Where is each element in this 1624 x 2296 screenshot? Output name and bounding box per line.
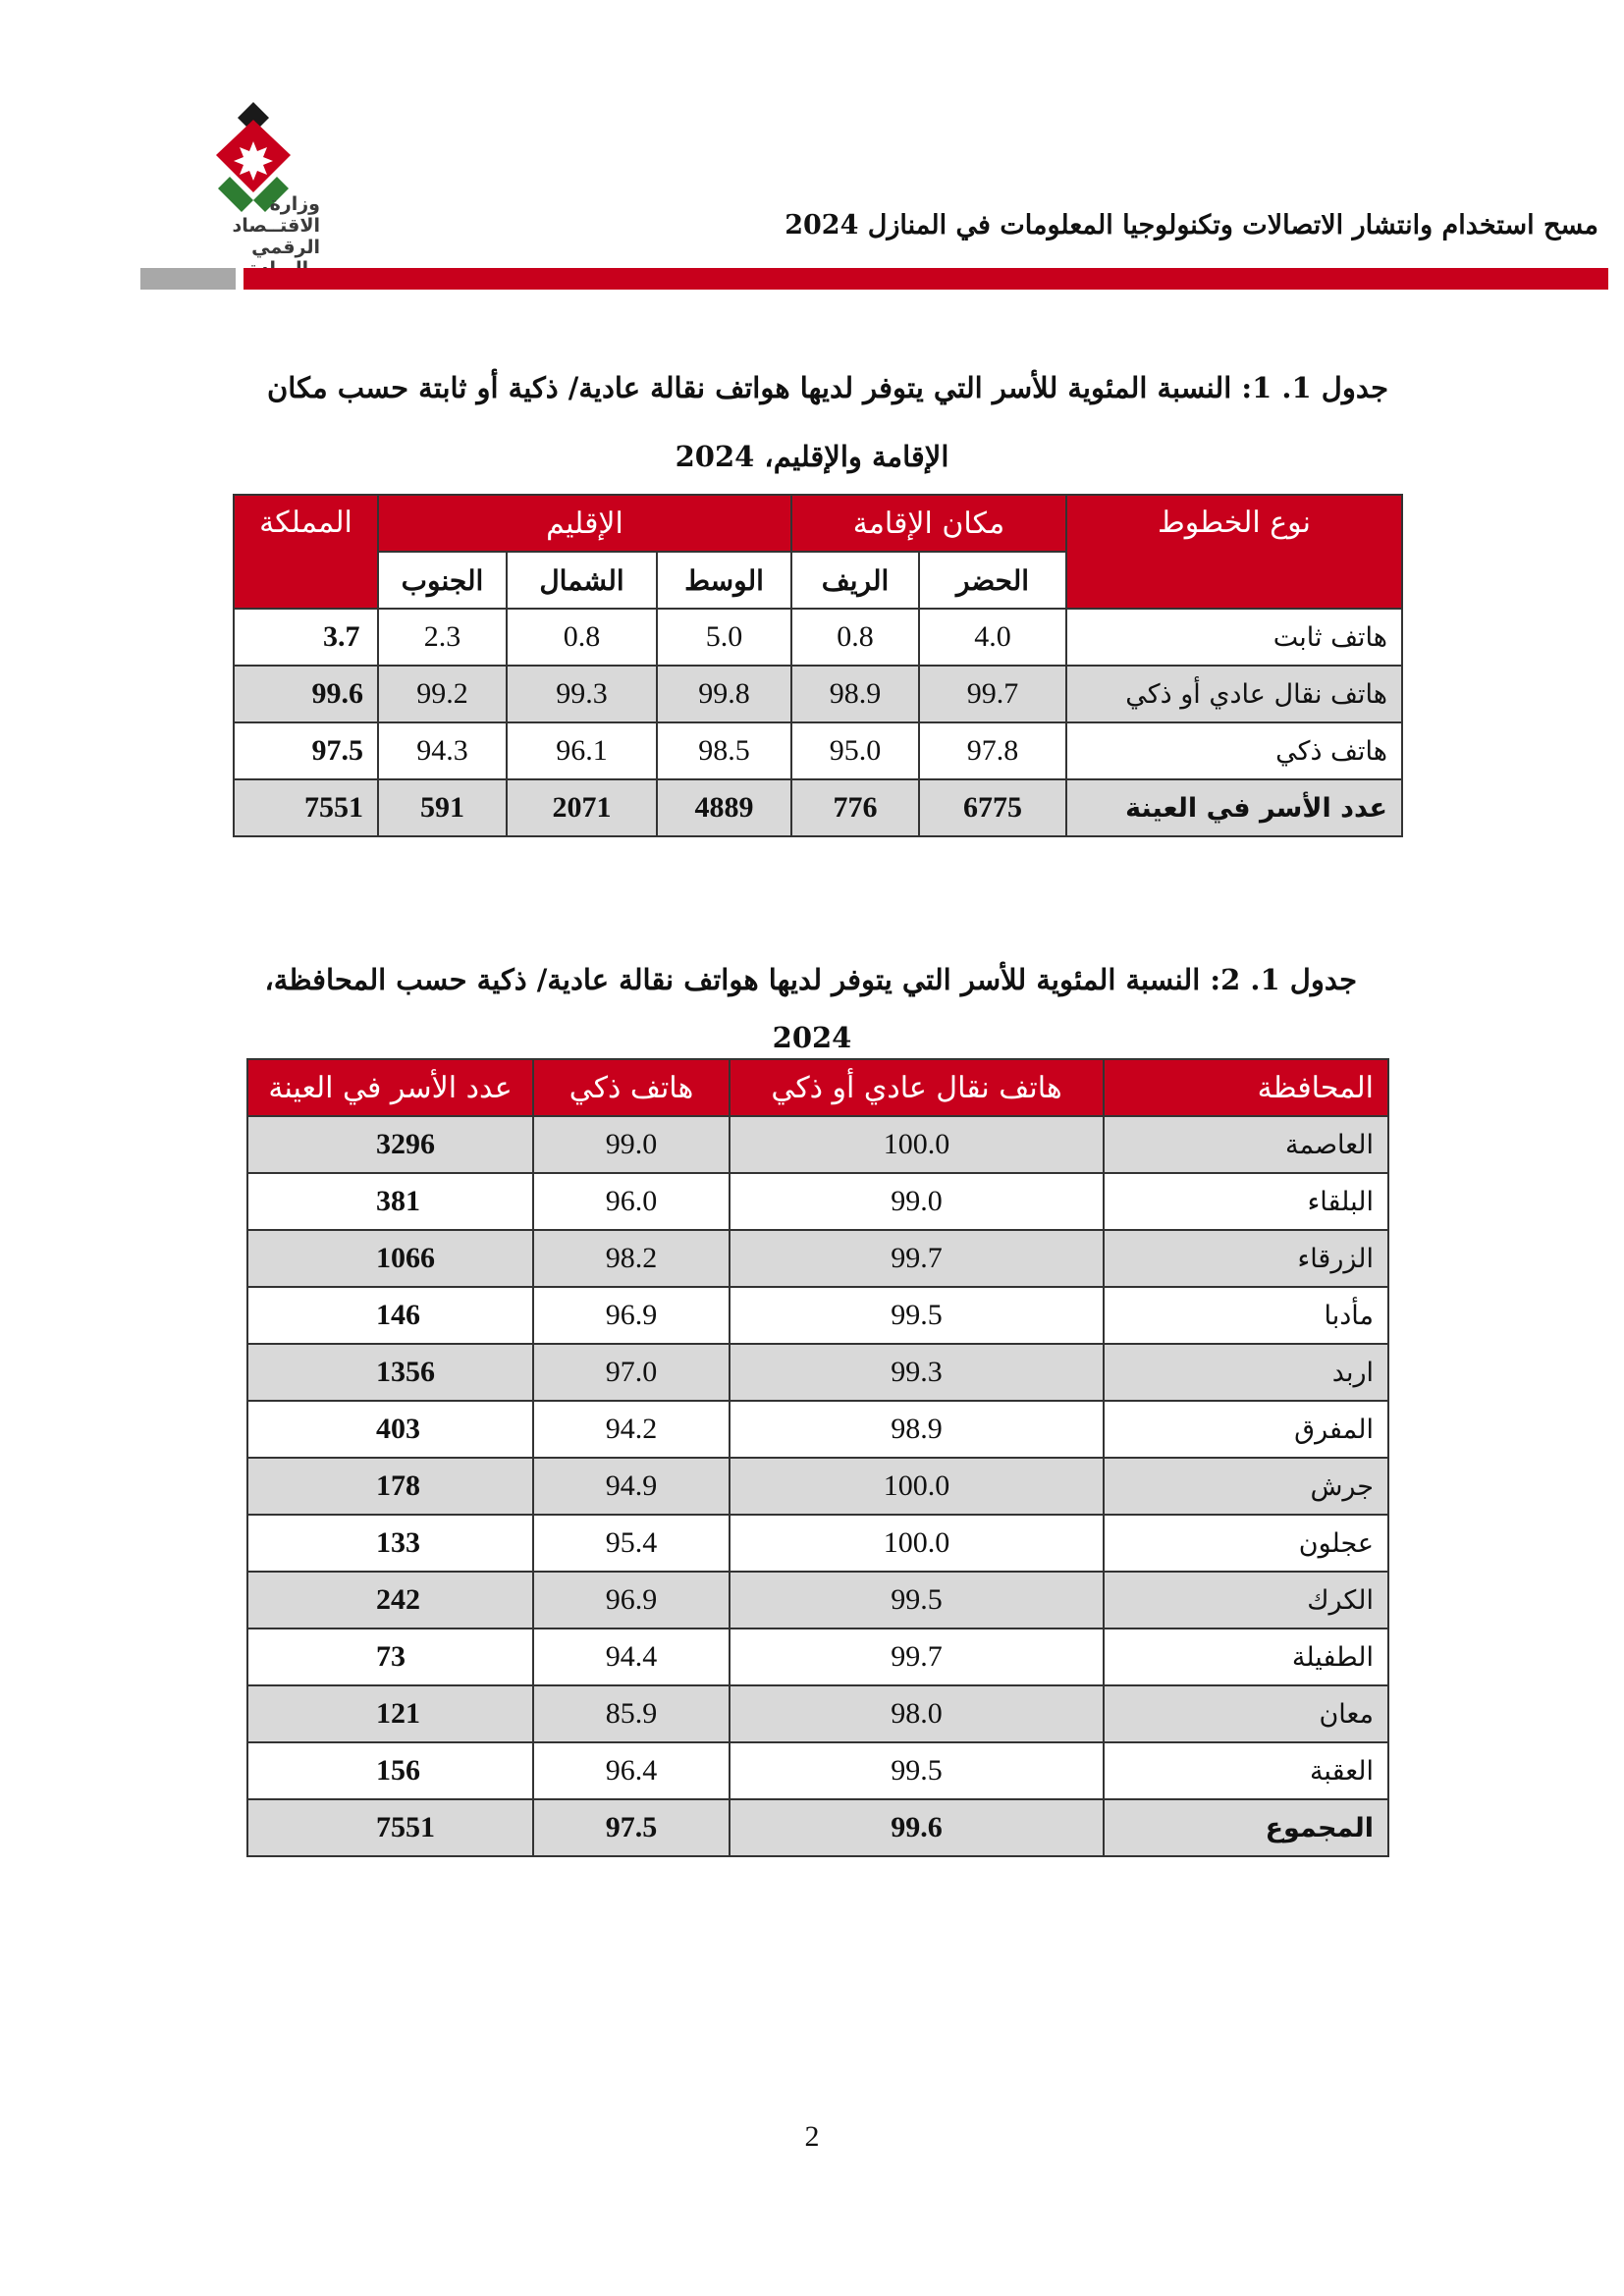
cell: 95.0 — [791, 722, 919, 779]
header-south: الجنوب — [378, 552, 507, 609]
cell: 2.3 — [378, 609, 507, 666]
ministry-name-line1: وزارة الاقتــصاد — [232, 193, 320, 237]
table2-row — [247, 1572, 1388, 1629]
cell: 94.4 — [533, 1629, 730, 1685]
table1-row — [234, 722, 1402, 779]
table2 — [246, 1058, 1389, 1857]
cell: 3296 — [247, 1116, 533, 1173]
header-region: الإقليم — [378, 495, 791, 552]
cell-kingdom: 97.5 — [234, 722, 378, 779]
table2-row — [247, 1629, 1388, 1685]
cell: 99.0 — [533, 1116, 730, 1173]
cell: 98.0 — [730, 1685, 1104, 1742]
cell: 96.9 — [533, 1287, 730, 1344]
cell: 99.0 — [730, 1173, 1104, 1230]
cell: 99.6 — [730, 1799, 1104, 1856]
header-north: الشمال — [507, 552, 657, 609]
header-bar-grey — [140, 268, 236, 290]
cell: 97.5 — [533, 1799, 730, 1856]
page-number: 2 — [804, 2120, 820, 2153]
governorate-label: المفرق — [1104, 1401, 1388, 1458]
cell: 4889 — [657, 779, 791, 836]
table2-row — [247, 1173, 1388, 1230]
table2-row — [247, 1116, 1388, 1173]
cell: 4.0 — [919, 609, 1066, 666]
cell: 98.2 — [533, 1230, 730, 1287]
cell: 133 — [247, 1515, 533, 1572]
table2-row — [247, 1230, 1388, 1287]
row-label: عدد الأسر في العينة — [1066, 779, 1402, 836]
cell: 1066 — [247, 1230, 533, 1287]
cell: 776 — [791, 779, 919, 836]
cell: 99.5 — [730, 1287, 1104, 1344]
table2-row — [247, 1515, 1388, 1572]
table1-row — [234, 779, 1402, 836]
header-center: الوسط — [657, 552, 791, 609]
ministry-name-line2: الرقمي — [251, 237, 320, 258]
cell: 242 — [247, 1572, 533, 1629]
governorate-label: الطفيلة — [1104, 1629, 1388, 1685]
cell: 99.7 — [730, 1629, 1104, 1685]
cell: 85.9 — [533, 1685, 730, 1742]
cell: 94.2 — [533, 1401, 730, 1458]
cell: 99.5 — [730, 1742, 1104, 1799]
table2-caption-line2: 2024 — [772, 1021, 852, 1054]
cell: 99.3 — [730, 1344, 1104, 1401]
report-title: مسح استخدام وانتشار الاتصالات وتكنولوجيا المعلومات في المنازل 2024 — [785, 210, 1598, 240]
table2-row — [247, 1458, 1388, 1515]
cell: 98.9 — [791, 666, 919, 722]
cell: 100.0 — [730, 1116, 1104, 1173]
cell: 99.5 — [730, 1572, 1104, 1629]
cell: 403 — [247, 1401, 533, 1458]
cell: 97.8 — [919, 722, 1066, 779]
cell: 99.8 — [657, 666, 791, 722]
header-residence: مكان الإقامة — [791, 495, 1066, 552]
cell: 5.0 — [657, 609, 791, 666]
cell: 99.7 — [730, 1230, 1104, 1287]
header-kingdom: المملكة — [234, 495, 378, 609]
cell: 96.9 — [533, 1572, 730, 1629]
cell: 156 — [247, 1742, 533, 1799]
header-governorate: المحافظة — [1104, 1059, 1388, 1116]
cell: 96.1 — [507, 722, 657, 779]
header-sample: عدد الأسر في العينة — [247, 1059, 533, 1116]
governorate-label: اربد — [1104, 1344, 1388, 1401]
header-urban: الحضر — [919, 552, 1066, 609]
cell: 1356 — [247, 1344, 533, 1401]
table2-row — [247, 1344, 1388, 1401]
header-bar-red — [244, 268, 1608, 290]
cell: 6775 — [919, 779, 1066, 836]
cell: 94.9 — [533, 1458, 730, 1515]
governorate-label: المجموع — [1104, 1799, 1388, 1856]
cell-kingdom: 3.7 — [234, 609, 378, 666]
ministry-name — [187, 193, 320, 280]
cell: 178 — [247, 1458, 533, 1515]
cell: 99.3 — [507, 666, 657, 722]
governorate-label: الزرقاء — [1104, 1230, 1388, 1287]
row-label: هاتف ثابت — [1066, 609, 1402, 666]
cell-kingdom: 99.6 — [234, 666, 378, 722]
table2-row — [247, 1685, 1388, 1742]
header-rural: الريف — [791, 552, 919, 609]
cell: 94.3 — [378, 722, 507, 779]
cell: 100.0 — [730, 1458, 1104, 1515]
table2-caption-line1: جدول 1. 2: النسبة المئوية للأسر التي يتوفر لديها هواتف نقالة عادية/ ذكية حسب المحافظة، — [264, 963, 1357, 996]
governorate-label: الكرك — [1104, 1572, 1388, 1629]
table2-row — [247, 1742, 1388, 1799]
governorate-label: مأدبا — [1104, 1287, 1388, 1344]
cell: 95.4 — [533, 1515, 730, 1572]
table2-row — [247, 1799, 1388, 1856]
cell: 99.2 — [378, 666, 507, 722]
cell: 591 — [378, 779, 507, 836]
cell: 96.0 — [533, 1173, 730, 1230]
cell: 73 — [247, 1629, 533, 1685]
cell: 98.9 — [730, 1401, 1104, 1458]
cell: 0.8 — [507, 609, 657, 666]
cell: 99.7 — [919, 666, 1066, 722]
governorate-label: البلقاء — [1104, 1173, 1388, 1230]
cell: 97.0 — [533, 1344, 730, 1401]
table1-caption-line2: الإقامة والإقليم، 2024 — [675, 440, 949, 473]
governorate-label: عجلون — [1104, 1515, 1388, 1572]
governorate-label: جرش — [1104, 1458, 1388, 1515]
cell: 0.8 — [791, 609, 919, 666]
cell: 381 — [247, 1173, 533, 1230]
row-label: هاتف ذكي — [1066, 722, 1402, 779]
table1-row — [234, 666, 1402, 722]
cell: 96.4 — [533, 1742, 730, 1799]
cell: 2071 — [507, 779, 657, 836]
cell: 98.5 — [657, 722, 791, 779]
cell: 7551 — [247, 1799, 533, 1856]
cell-kingdom: 7551 — [234, 779, 378, 836]
cell: 146 — [247, 1287, 533, 1344]
governorate-label: معان — [1104, 1685, 1388, 1742]
cell: 121 — [247, 1685, 533, 1742]
header-mobile: هاتف نقال عادي أو ذكي — [730, 1059, 1104, 1116]
table1-row — [234, 609, 1402, 666]
table1-caption-line1: جدول 1. 1: النسبة المئوية للأسر التي يتوفر لديها هواتف نقالة عادية/ ذكية أو ثابتة حسب مكان — [267, 371, 1388, 404]
table2-row — [247, 1401, 1388, 1458]
header-line-type: نوع الخطوط — [1066, 495, 1402, 609]
header-smart: هاتف ذكي — [533, 1059, 730, 1116]
cell: 100.0 — [730, 1515, 1104, 1572]
table2-row — [247, 1287, 1388, 1344]
governorate-label: العاصمة — [1104, 1116, 1388, 1173]
row-label: هاتف نقال عادي أو ذكي — [1066, 666, 1402, 722]
table1 — [233, 494, 1403, 837]
governorate-label: العقبة — [1104, 1742, 1388, 1799]
